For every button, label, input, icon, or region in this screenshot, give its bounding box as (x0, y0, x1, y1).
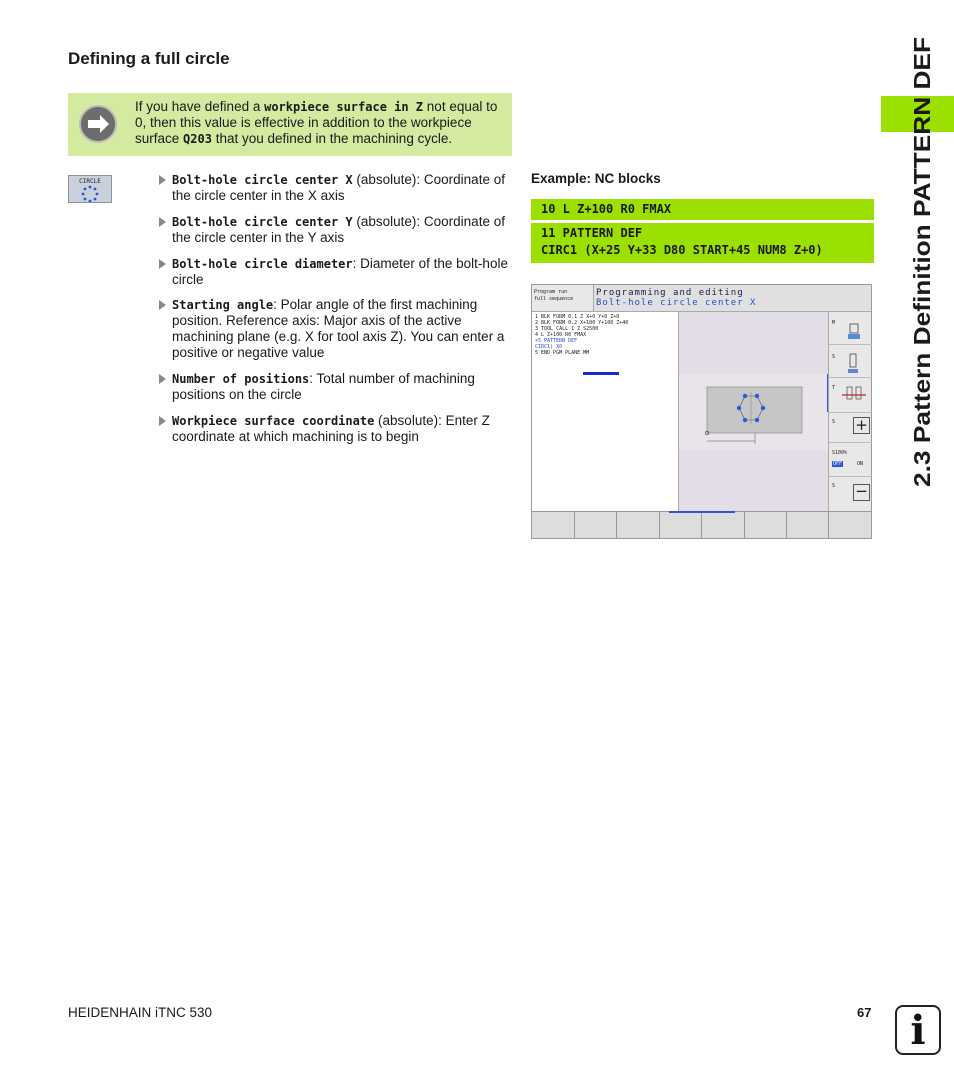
bullet-triangle-icon (159, 175, 166, 185)
param-workpiece-surface (159, 413, 511, 445)
program-line: +5 PATTERN DEF (535, 338, 578, 344)
program-line: 3 TOOL CALL 1 Z S2500 (535, 326, 599, 332)
bullet-triangle-icon (159, 374, 166, 384)
param-starting-angle (159, 297, 511, 361)
param-circle-center-y (159, 214, 511, 246)
note-text (135, 99, 505, 147)
parameter-name: Bolt-hole circle center Y (172, 215, 353, 229)
tool-axis-icon (839, 385, 869, 409)
info-icon: i (895, 1005, 941, 1055)
program-line: 2 BLK FORM 0.2 X+100 Y+100 Z+40 (535, 320, 629, 326)
parameter-name: Starting angle (172, 298, 274, 312)
parameter-name: workpiece surface in Z (264, 100, 424, 114)
screen-graphic-panel (679, 312, 828, 511)
param-circle-diameter (159, 256, 511, 288)
param-number-of-positions (159, 371, 511, 403)
example-title: Example: NC blocks (531, 171, 661, 186)
minus-icon: − (853, 484, 870, 501)
spindle-icon (847, 323, 861, 341)
text-segment: (absolute): Coordinate of the circle center in the Y axis (172, 214, 505, 245)
text-segment: If you have defined a (135, 99, 265, 114)
bullet-triangle-icon (159, 416, 166, 426)
nc-block-10: 10 L Z+100 R0 FMAX (531, 199, 874, 220)
tnc-screenshot (531, 284, 872, 539)
screen-program-panel (532, 312, 679, 511)
chapter-side-title (894, 34, 944, 494)
text-segment: : Polar angle of the first machining position. Reference axis: Major axis of the active machining plane (e.g. X for tool axis Z). You can enter a positive or negative value (172, 297, 505, 360)
bullet-triangle-icon (159, 259, 166, 269)
bullet-triangle-icon (159, 217, 166, 227)
program-line: 4 L Z+100 R0 FMAX (535, 332, 587, 338)
text-segment: (absolute): Enter Z coordinate at which machining is to begin (172, 413, 490, 444)
section-title: Defining a full circle (68, 49, 230, 68)
text-segment: : Diameter of the bolt-hole circle (172, 256, 508, 287)
text-segment: that you defined in the machining cycle. (211, 131, 453, 146)
page-number: 67 (857, 1005, 872, 1020)
program-line: CIRC1( X0 (535, 344, 563, 350)
circle-softkey-label: CIRCLE (79, 178, 101, 185)
text-segment: : Total number of machining positions on the circle (172, 371, 475, 402)
parameter-name: Bolt-hole circle diameter (172, 257, 353, 271)
program-line: 1 BLK FORM 0.1 Z X+0 Y+0 Z+0 (535, 314, 620, 320)
text-segment: (absolute): Coordinate of the circle center in the X axis (172, 172, 505, 203)
screen-softkey-bar (532, 511, 871, 538)
plus-icon: + (853, 417, 870, 434)
program-line: 5 END PGM PLANE MM (535, 350, 590, 356)
parameter-name: Number of positions (172, 372, 310, 386)
footer-product: HEIDENHAIN iTNC 530 (68, 1005, 213, 1020)
bolt-hole-circle-graphic (705, 384, 805, 450)
tool-icon (847, 353, 859, 375)
nc-block-11: 11 PATTERN DEF CIRC1 (X+25 Y+33 D80 START+45 NUM8 Z+0) (531, 223, 874, 263)
parameter-name: Bolt-hole circle center X (172, 173, 353, 187)
screen-softkey-column: M S T S + S100% OFF ON S − (828, 312, 871, 511)
parameter-name: Workpiece surface coordinate (172, 414, 375, 428)
text-segment: not equal to 0, then this value is effective in addition to the workpiece surface (135, 99, 498, 146)
chapter-side-title-text: 2.3 Pattern Definition PATTERN DEF (909, 92, 935, 487)
param-circle-center-x (159, 172, 511, 204)
circle-softkey (68, 175, 112, 203)
bullet-triangle-icon (159, 300, 166, 310)
parameter-name: Q203 (183, 132, 212, 146)
screen-header: Programming and editing Bolt-hole circle center X (594, 285, 871, 312)
program-listing (535, 314, 675, 356)
bolt-hole-circle-icon (69, 176, 111, 202)
screen-mode-panel: Program run full sequence (532, 285, 594, 312)
arrow-right-icon (79, 105, 117, 143)
note-box (68, 93, 512, 156)
